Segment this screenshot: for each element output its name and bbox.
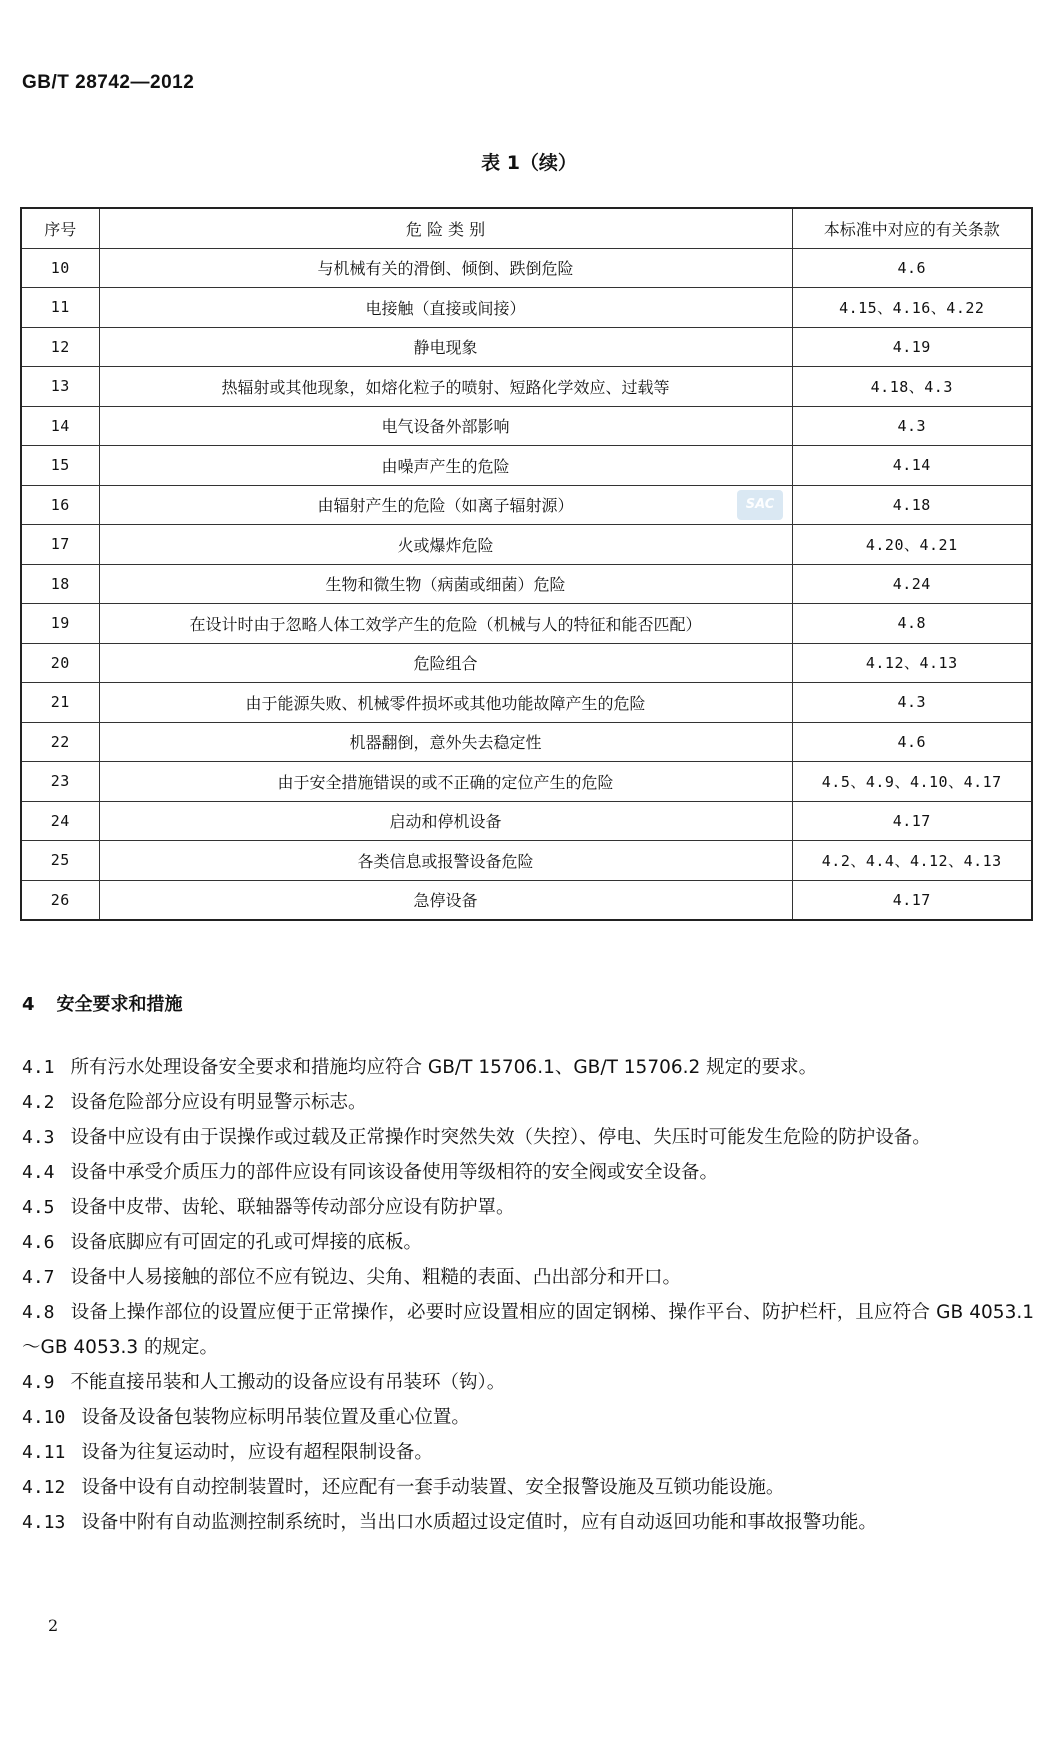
clause-reference-cell: 4.20、4.21 [792, 525, 1032, 565]
table-row [21, 683, 1032, 723]
clause-text: 设备及设备包装物应标明吊装位置及重心位置。 [81, 1407, 470, 1428]
clause-text: 不能直接吊装和人工搬动的设备应设有吊装环（钩）。 [70, 1372, 506, 1393]
clause-number: 4.13 [22, 1512, 66, 1533]
row-number-cell: 18 [21, 564, 99, 604]
clause-number: 4.1 [22, 1057, 55, 1078]
row-number-cell: 16 [21, 485, 99, 525]
clause-number: 4.4 [22, 1162, 55, 1183]
row-number-cell: 21 [21, 683, 99, 723]
clause-text: 设备中应设有由于误操作或过载及正常操作时突然失效（失控）、停电、失压时可能发生危险的防护设备。 [70, 1127, 931, 1148]
clause-reference-cell: 4.15、4.16、4.22 [792, 288, 1032, 328]
hazard-category-cell: 与机械有关的滑倒、倾倒、跌倒危险 [99, 248, 792, 288]
row-number-cell: 23 [21, 762, 99, 802]
column-header-hazard-category: 危 险 类 别 [99, 208, 792, 248]
table-header-row [21, 208, 1032, 248]
table-row [21, 880, 1032, 920]
table-row [21, 446, 1032, 486]
row-number-cell: 26 [21, 880, 99, 920]
standard-code-header: GB/T 28742—2012 [22, 72, 195, 93]
clause-text: 设备为往复运动时，应设有超程限制设备。 [81, 1442, 433, 1463]
table-row [21, 485, 1032, 525]
clause-number: 4.9 [22, 1372, 55, 1393]
clause-reference-cell: 4.3 [792, 683, 1032, 723]
clause-reference-cell: 4.6 [792, 722, 1032, 762]
table-row [21, 643, 1032, 683]
clause-number: 4.2 [22, 1092, 55, 1113]
hazard-category-cell: 急停设备 [99, 880, 792, 920]
column-header-number: 序号 [21, 208, 99, 248]
clause-text: 设备中人易接触的部位不应有锐边、尖角、粗糙的表面、凸出部分和开口。 [70, 1267, 682, 1288]
clause-reference-cell: 4.14 [792, 446, 1032, 486]
clause-paragraph [22, 1505, 1034, 1540]
table-row [21, 248, 1032, 288]
clause-reference-cell: 4.18、4.3 [792, 367, 1032, 407]
clause-paragraph [22, 1155, 1034, 1190]
clause-reference-cell: 4.18 [792, 485, 1032, 525]
table-row [21, 564, 1032, 604]
clause-paragraph [22, 1260, 1034, 1295]
hazard-category-cell: 火或爆炸危险 [99, 525, 792, 565]
row-number-cell: 12 [21, 327, 99, 367]
clause-paragraph [22, 1400, 1034, 1435]
table-row [21, 525, 1032, 565]
hazard-category-cell: 电接触（直接或间接） [99, 288, 792, 328]
clause-reference-cell: 4.5、4.9、4.10、4.17 [792, 762, 1032, 802]
clause-reference-cell: 4.3 [792, 406, 1032, 446]
clause-number: 4.11 [22, 1442, 66, 1463]
row-number-cell: 20 [21, 643, 99, 683]
table-row [21, 801, 1032, 841]
sac-watermark-logo: SAC [737, 490, 783, 520]
page-number: 2 [48, 1616, 59, 1635]
clause-text: 设备中附有自动监测控制系统时，当出口水质超过设定值时，应有自动返回功能和事故报警功能。 [81, 1512, 877, 1533]
row-number-cell: 13 [21, 367, 99, 407]
table-row [21, 762, 1032, 802]
hazard-category-cell: 由噪声产生的危险 [99, 446, 792, 486]
table-body [21, 248, 1032, 920]
clause-text: 所有污水处理设备安全要求和措施均应符合 GB/T 15706.1、GB/T 15706.2 规定的要求。 [70, 1057, 818, 1078]
table-caption: 表 1（续） [481, 152, 577, 174]
clause-text: 设备底脚应有可固定的孔或可焊接的底板。 [70, 1232, 423, 1253]
clause-number: 4.12 [22, 1477, 66, 1498]
clause-paragraph [22, 1190, 1034, 1225]
hazard-category-cell: 各类信息或报警设备危险 [99, 841, 792, 881]
clause-list [22, 1050, 1034, 1540]
column-header-clauses: 本标准中对应的有关条款 [792, 208, 1032, 248]
clause-paragraph [22, 1365, 1034, 1400]
hazard-table [20, 207, 1033, 921]
clause-reference-cell: 4.24 [792, 564, 1032, 604]
row-number-cell: 17 [21, 525, 99, 565]
clause-paragraph [22, 1050, 1034, 1085]
clause-paragraph [22, 1225, 1034, 1260]
hazard-category-cell: 机器翻倒，意外失去稳定性 [99, 722, 792, 762]
clause-number: 4.3 [22, 1127, 55, 1148]
section-number: 4 [22, 994, 35, 1015]
hazard-category-cell: 在设计时由于忽略人体工效学产生的危险（机械与人的特征和能否匹配） [99, 604, 792, 644]
table-row [21, 406, 1032, 446]
row-number-cell: 15 [21, 446, 99, 486]
row-number-cell: 19 [21, 604, 99, 644]
row-number-cell: 25 [21, 841, 99, 881]
hazard-category-cell: 启动和停机设备 [99, 801, 792, 841]
clause-paragraph [22, 1470, 1034, 1505]
table-row [21, 367, 1032, 407]
clause-paragraph [22, 1085, 1034, 1120]
clause-text: 设备上操作部位的设置应便于正常操作，必要时应设置相应的固定钢梯、操作平台、防护栏杆，且应符合 GB 4053.1～GB 4053.3 的规定。 [22, 1302, 1034, 1358]
row-number-cell: 10 [21, 248, 99, 288]
clause-reference-cell: 4.17 [792, 880, 1032, 920]
table-row [21, 604, 1032, 644]
hazard-category-cell: 生物和微生物（病菌或细菌）危险 [99, 564, 792, 604]
row-number-cell: 11 [21, 288, 99, 328]
clause-number: 4.7 [22, 1267, 55, 1288]
clause-paragraph [22, 1120, 1034, 1155]
clause-reference-cell: 4.6 [792, 248, 1032, 288]
hazard-category-cell: 由辐射产生的危险（如离子辐射源） [99, 485, 792, 525]
hazard-category-cell: 由于安全措施错误的或不正确的定位产生的危险 [99, 762, 792, 802]
row-number-cell: 22 [21, 722, 99, 762]
clause-paragraph [22, 1295, 1034, 1365]
row-number-cell: 24 [21, 801, 99, 841]
clause-text: 设备中承受介质压力的部件应设有同该设备使用等级相符的安全阀或安全设备。 [70, 1162, 719, 1183]
table-row [21, 841, 1032, 881]
clause-number: 4.6 [22, 1232, 55, 1253]
clause-paragraph [22, 1435, 1034, 1470]
clause-text: 设备危险部分应设有明显警示标志。 [70, 1092, 367, 1113]
clause-text: 设备中皮带、齿轮、联轴器等传动部分应设有防护罩。 [70, 1197, 515, 1218]
table-row [21, 288, 1032, 328]
table-row [21, 327, 1032, 367]
clause-reference-cell: 4.12、4.13 [792, 643, 1032, 683]
clause-reference-cell: 4.2、4.4、4.12、4.13 [792, 841, 1032, 881]
clause-number: 4.5 [22, 1197, 55, 1218]
hazard-category-cell: 热辐射或其他现象，如熔化粒子的喷射、短路化学效应、过载等 [99, 367, 792, 407]
hazard-category-cell: 由于能源失败、机械零件损坏或其他功能故障产生的危险 [99, 683, 792, 723]
section-title: 安全要求和措施 [56, 994, 183, 1015]
row-number-cell: 14 [21, 406, 99, 446]
clause-reference-cell: 4.17 [792, 801, 1032, 841]
clause-reference-cell: 4.19 [792, 327, 1032, 367]
table-row [21, 722, 1032, 762]
clause-number: 4.10 [22, 1407, 66, 1428]
clause-number: 4.8 [22, 1302, 55, 1323]
clause-text: 设备中设有自动控制装置时，还应配有一套手动装置、安全报警设施及互锁功能设施。 [81, 1477, 785, 1498]
hazard-category-cell: 电气设备外部影响 [99, 406, 792, 446]
hazard-category-cell: 危险组合 [99, 643, 792, 683]
clause-reference-cell: 4.8 [792, 604, 1032, 644]
hazard-category-cell: 静电现象 [99, 327, 792, 367]
section-heading [22, 990, 183, 1016]
